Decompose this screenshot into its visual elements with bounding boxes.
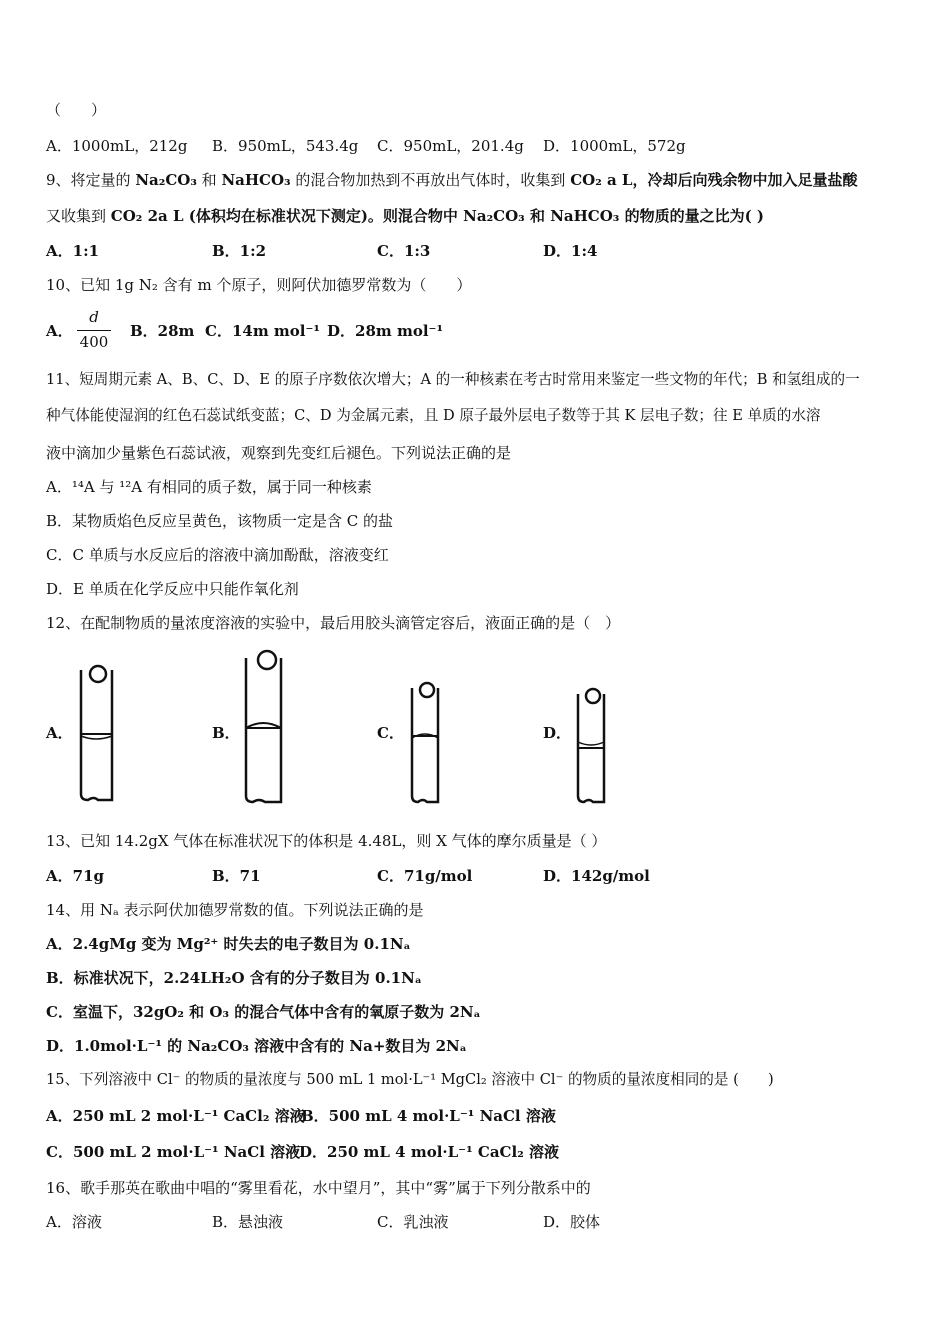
q12-label-a: A．	[46, 724, 73, 742]
q9-text-2a: 又收集到	[46, 207, 111, 225]
q9-text-1d: a L，冷却后向残余物中加入足量盐酸	[601, 171, 858, 189]
q12-label-d: D．	[543, 724, 572, 742]
q13-option-b: B．71	[212, 867, 261, 885]
q9-text-1a: 将定量的	[70, 171, 136, 189]
q8-option-b: B．950mL，543.4g	[212, 137, 359, 155]
q8-option-c: C．950mL，201.4g	[377, 137, 524, 155]
fraction-denominator: 400	[79, 333, 109, 351]
q12-stem: 12、在配制物质的量浓度溶液的实验中，最后用胶头滴管定容后，液面正确的是（ ）	[46, 614, 621, 632]
q13-option-d: D．142g/mol	[543, 867, 650, 885]
q9-text-2b: 2a L (体积均在标准状况下测定)。则混合物中	[142, 207, 464, 225]
q16-option-a: A．溶液	[46, 1213, 102, 1231]
q16-option-c: C．乳浊液	[377, 1213, 449, 1231]
q15-stem: 15、下列溶液中 Cl⁻ 的物质的量浓度与 500 mL 1 mol·L⁻¹ MgCl₂ 溶液中 Cl⁻ 的物质的量浓度相同的是 ( )	[46, 1071, 774, 1088]
q15-option-d: D．250 mL 4 mol·L⁻¹ CaCl₂ 溶液	[299, 1143, 559, 1161]
q13-option-a: A．71g	[46, 867, 105, 885]
q11-stem-line3: 液中滴加少量紫色石蕊试液，观察到先变红后褪色。下列说法正确的是	[46, 444, 512, 462]
q12-label-b: B．	[212, 724, 240, 742]
flask-neck-a-icon	[76, 662, 118, 804]
q10-option-a-label: A．	[46, 322, 73, 340]
q9-option-a: A．1:1	[46, 242, 100, 260]
q11-option-a: A．¹⁴A 与 ¹²A 有相同的质子数，属于同一种核素	[46, 478, 372, 496]
flask-neck-d-icon	[573, 686, 609, 806]
q10-stem: 10、已知 1g N₂ 含有 m 个原子，则阿伏加德罗常数为（ ）	[46, 276, 472, 294]
q10-option-d: D．28m mol⁻¹	[327, 322, 444, 340]
flask-neck-c-icon	[407, 680, 443, 806]
q16-stem: 16、歌手那英在歌曲中唱的“雾里看花，水中望月”，其中“雾”属于下列分散系中的	[46, 1179, 591, 1197]
q14-option-c: C．室温下，32gO₂ 和 O₃ 的混合气体中含有的氧原子数为 2Nₐ	[46, 1003, 481, 1021]
q9-text-2d: 的物质的量之比为( )	[619, 207, 765, 225]
q11-stem-line2: 种气体能使湿润的红色石蕊试纸变蓝；C、D 为金属元素，且 D 原子最外层电子数等于其 K 层电子数；往 E 单质的水溶	[46, 407, 821, 424]
q9-stem-line1	[46, 170, 857, 190]
flask-neck-b-icon	[241, 648, 287, 806]
q15-option-a: A．250 mL 2 mol·L⁻¹ CaCl₂ 溶液	[46, 1107, 305, 1125]
q8-paren: （ ）	[46, 101, 107, 119]
q9-formula-co2: CO₂	[570, 171, 602, 189]
q8-option-d: D．1000mL，572g	[543, 137, 686, 155]
q9-text-1c: 的混合物加热到不再放出气体时，收集到	[290, 171, 571, 189]
fraction-bar	[77, 330, 111, 331]
q16-option-d: D．胶体	[543, 1213, 601, 1231]
q14-option-d: D．1.0mol·L⁻¹ 的 Na₂CO₃ 溶液中含有的 Na+数目为 2Nₐ	[46, 1037, 467, 1055]
q9-option-b: B．1:2	[212, 242, 267, 260]
q8-option-a: A．1000mL，212g	[46, 137, 188, 155]
q10-option-c: C．14m mol⁻¹	[205, 322, 320, 340]
q15-option-b: B．500 mL 4 mol·L⁻¹ NaCl 溶液	[301, 1107, 556, 1125]
q9-formula-na2co3: Na₂CO₃	[135, 171, 197, 189]
q9-formula-na2co3-2: Na₂CO₃	[463, 207, 525, 225]
q11-stem-line1: 11、短周期元素 A、B、C、D、E 的原子序数依次增大；A 的一种核素在考古时常用来鉴定一些文物的年代；B 和氢组成的一	[46, 371, 860, 388]
q9-number: 9、	[46, 171, 71, 189]
q16-option-b: B．悬浊液	[212, 1213, 284, 1231]
q9-formula-nahco3: NaHCO₃	[221, 171, 291, 189]
q9-text-1b: 和	[196, 171, 222, 189]
q9-text-2c: 和	[524, 207, 551, 225]
q13-stem: 13、已知 14.2gX 气体在标准状况下的体积是 4.48L，则 X 气体的摩尔质量是（ ）	[46, 832, 607, 850]
q15-option-c: C．500 mL 2 mol·L⁻¹ NaCl 溶液	[46, 1143, 301, 1161]
q11-option-c: C．C 单质与水反应后的溶液中滴加酚酞，溶液变红	[46, 546, 389, 564]
q11-option-b: B．某物质焰色反应呈黄色，该物质一定是含 C 的盐	[46, 512, 394, 530]
q10-option-a-fraction	[77, 308, 111, 353]
q9-option-d: D．1:4	[543, 242, 598, 260]
q12-label-c: C．	[377, 724, 404, 742]
q10-option-b: B．28m	[130, 322, 195, 340]
q14-option-a: A．2.4gMg 变为 Mg²⁺ 时失去的电子数目为 0.1Nₐ	[46, 935, 411, 953]
q9-formula-nahco3-2: NaHCO₃	[550, 207, 620, 225]
q9-stem-line2	[46, 206, 764, 226]
q14-stem: 14、用 Nₐ 表示阿伏加德罗常数的值。下列说法正确的是	[46, 901, 424, 919]
fraction-numerator: d	[89, 308, 99, 326]
q9-formula-co2-2: CO₂	[110, 207, 143, 225]
q11-option-d: D．E 单质在化学反应中只能作氧化剂	[46, 580, 299, 598]
q9-option-c: C．1:3	[377, 242, 431, 260]
q14-option-b: B．标准状况下，2.24LH₂O 含有的分子数目为 0.1Nₐ	[46, 969, 422, 987]
q13-option-c: C．71g/mol	[377, 867, 473, 885]
